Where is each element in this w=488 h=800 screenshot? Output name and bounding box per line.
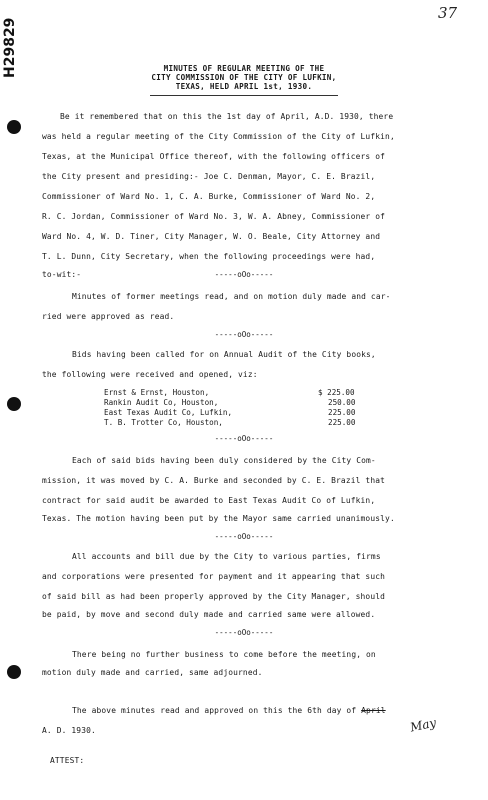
- para4-line: Texas. The motion having been put by the Mayor same carried unanimously.: [42, 514, 395, 523]
- bid-name: Rankin Audit Co, Houston,: [104, 398, 219, 407]
- handwritten-page-number: 37: [438, 4, 458, 22]
- bid-amount: 225.00: [328, 408, 356, 417]
- para1-line: Be it remembered that on this the 1st day of April, A.D. 1930, there: [60, 112, 394, 121]
- bid-name: East Texas Audit Co, Lufkin,: [104, 408, 233, 417]
- approval-year: A. D. 1930.: [42, 726, 96, 735]
- para1-line: R. C. Jordan, Commissioner of Ward No. 3, W. A. Abney, Commissioner of: [42, 212, 386, 221]
- bid-name: T. B. Trotter Co, Houston,: [104, 418, 223, 427]
- para6-line: There being no further business to come before the meeting, on: [72, 650, 376, 659]
- bid-amount: $ 225.00: [318, 388, 355, 397]
- para4-line: Each of said bids having been duly considered by the City Com-: [72, 456, 376, 465]
- para5-line: All accounts and bill due by the City to various parties, firms: [72, 552, 381, 561]
- para1-line: T. L. Dunn, City Secretary, when the following proceedings were had,: [42, 252, 376, 261]
- punch-hole: [7, 665, 21, 679]
- bid-amount: 250.00: [328, 398, 356, 407]
- handwritten-month: May: [408, 715, 438, 735]
- para1-line: to-wit:-: [42, 270, 82, 279]
- para1-line: Ward No. 4, W. D. Tiner, City Manager, W. O. Beale, City Attorney and: [42, 232, 381, 241]
- para6-line: motion duly made and carried, same adjourned.: [42, 668, 263, 677]
- para5-line: be paid, by move and second duly made and carried same were allowed.: [42, 610, 376, 619]
- para2-line: ried were approved as read.: [42, 312, 175, 321]
- section-separator: -----oOo-----: [214, 270, 274, 279]
- approval-line: [72, 706, 386, 715]
- attest-label: ATTEST:: [50, 756, 85, 765]
- approval-text: The above minutes read and approved on this the 6th day of: [72, 706, 357, 715]
- struck-month: April: [361, 706, 386, 715]
- title-underline: [150, 95, 338, 96]
- punch-hole: [7, 397, 21, 411]
- bid-amount: 225.00: [328, 418, 356, 427]
- para4-line: mission, it was moved by C. A. Burke and seconded by C. E. Brazil that: [42, 476, 386, 485]
- para3-line: the following were received and opened, viz:: [42, 370, 258, 379]
- para2-line: Minutes of former meetings read, and on motion duly made and car-: [72, 292, 391, 301]
- section-separator: -----oOo-----: [214, 330, 274, 339]
- para3-line: Bids having been called for on Annual Audit of the City books,: [72, 350, 376, 359]
- para4-line: contract for said audit be awarded to East Texas Audit Co of Lufkin,: [42, 496, 376, 505]
- para1-line: the City present and presiding:- Joe C. Denman, Mayor, C. E. Brazil,: [42, 172, 376, 181]
- para5-line: of said bill as had been properly approved by the City Manager, should: [42, 592, 386, 601]
- bid-name: Ernst & Ernst, Houston,: [104, 388, 210, 397]
- para1-line: Texas, at the Municipal Office thereof, with the following officers of: [42, 152, 386, 161]
- para1-line: was held a regular meeting of the City Commission of the City of Lufkin,: [42, 132, 395, 141]
- title-line: TEXAS, HELD APRIL 1st, 1930.: [175, 82, 313, 91]
- punch-hole: [7, 120, 21, 134]
- title-line: CITY COMMISSION OF THE CITY OF LUFKIN,: [151, 73, 337, 82]
- section-separator: -----oOo-----: [214, 628, 274, 637]
- para1-line: Commissioner of Ward No. 1, C. A. Burke, Commissioner of Ward No. 2,: [42, 192, 376, 201]
- side-document-id: H29829: [2, 17, 18, 78]
- title-line: MINUTES OF REGULAR MEETING OF THE: [163, 64, 325, 73]
- section-separator: -----oOo-----: [214, 532, 274, 541]
- section-separator: -----oOo-----: [214, 434, 274, 443]
- para5-line: and corporations were presented for payment and it appearing that such: [42, 572, 386, 581]
